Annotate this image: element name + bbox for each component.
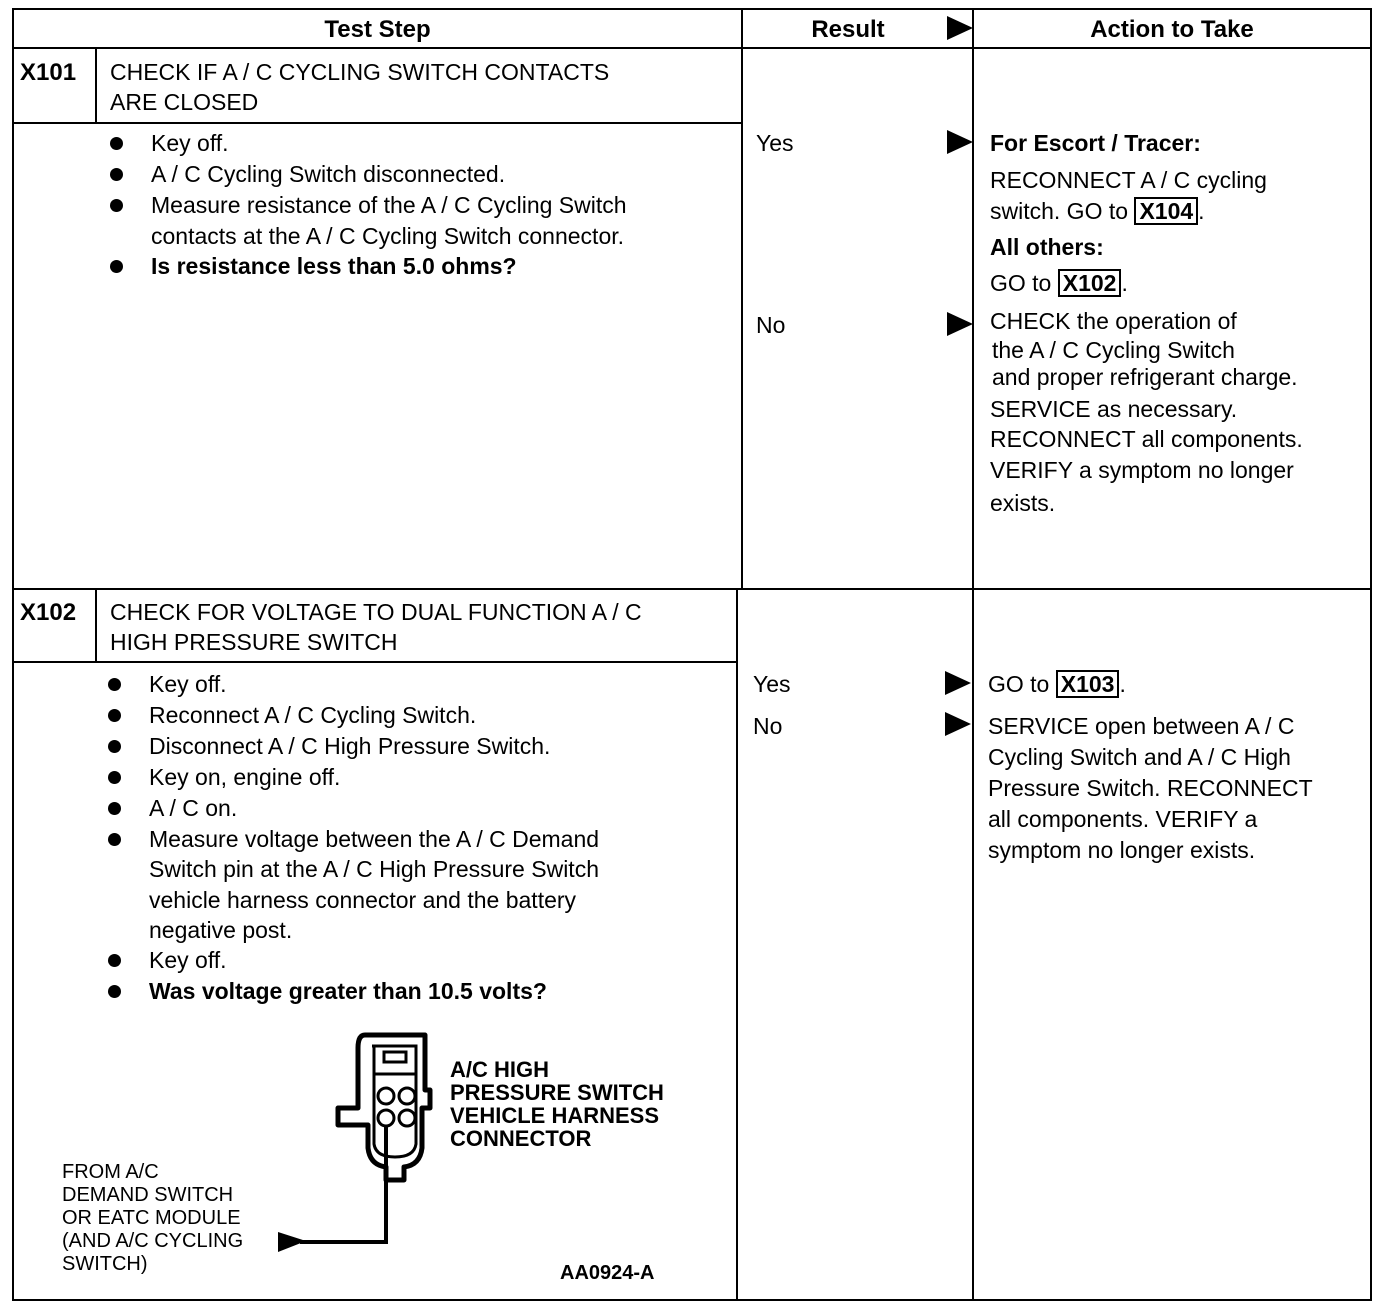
result-no: No bbox=[756, 312, 786, 338]
action-line: symptom no longer exists. bbox=[988, 837, 1256, 863]
action-text: GO to bbox=[988, 671, 1050, 697]
from-label-line: (AND A/C CYCLING bbox=[62, 1230, 244, 1252]
bullet-dot-icon bbox=[108, 833, 121, 846]
action-heading: For Escort / Tracer: bbox=[990, 130, 1201, 156]
action-line: SERVICE open between A / C bbox=[988, 713, 1295, 739]
arrow-right-icon bbox=[947, 130, 973, 154]
action-line: SERVICE as necessary. bbox=[990, 396, 1238, 422]
bullet-dot-icon bbox=[110, 199, 123, 212]
from-label-line: DEMAND SWITCH bbox=[62, 1184, 234, 1206]
step-question: Was voltage greater than 10.5 volts? bbox=[149, 978, 547, 1004]
action-line: GO to X103 . bbox=[988, 671, 1126, 697]
bullet-dot-icon bbox=[108, 709, 121, 722]
connector-label-line: CONNECTOR bbox=[450, 1126, 592, 1151]
step-bullet: A / C on. bbox=[149, 795, 238, 821]
step-title-line: HIGH PRESSURE SWITCH bbox=[110, 629, 398, 655]
step-bullet: Key off. bbox=[149, 947, 227, 973]
step-bullet: Key on, engine off. bbox=[149, 764, 341, 790]
step-bullet: Disconnect A / C High Pressure Switch. bbox=[149, 733, 551, 759]
step-bullet: Reconnect A / C Cycling Switch. bbox=[149, 702, 477, 728]
arrow-right-icon bbox=[945, 671, 971, 695]
connector-label-line: PRESSURE SWITCH bbox=[450, 1080, 664, 1105]
step-question: Is resistance less than 5.0 ohms? bbox=[151, 253, 517, 279]
step-bullet: Measure voltage between the A / C Demand bbox=[149, 826, 600, 852]
step-bullet-cont: negative post. bbox=[149, 917, 293, 943]
step-id: X101 bbox=[20, 59, 77, 86]
step-bullet-cont: vehicle harness connector and the battery bbox=[149, 887, 577, 913]
connector-label-line: VEHICLE HARNESS bbox=[450, 1103, 660, 1128]
step-bullet-cont: Switch pin at the A / C High Pressure Switch bbox=[149, 856, 599, 882]
step-bullet: Key off. bbox=[151, 130, 229, 156]
action-line: the A / C Cycling Switch bbox=[992, 337, 1235, 363]
bullet-dot-icon bbox=[108, 678, 121, 691]
step-bullet: Measure resistance of the A / C Cycling Switch bbox=[151, 192, 627, 218]
bullet-dot-icon bbox=[110, 260, 123, 273]
arrow-right-icon bbox=[945, 712, 971, 736]
ref-x103-link[interactable]: X103 bbox=[1056, 670, 1120, 698]
result-yes: Yes bbox=[753, 671, 791, 697]
step-title-line: ARE CLOSED bbox=[110, 89, 259, 115]
action-line: and proper refrigerant charge. bbox=[992, 364, 1298, 390]
step-title-line: CHECK FOR VOLTAGE TO DUAL FUNCTION A / C bbox=[110, 599, 642, 625]
action-text: GO to bbox=[990, 270, 1052, 296]
connector-diagram bbox=[270, 1030, 450, 1260]
action-line: RECONNECT A / C cycling bbox=[990, 167, 1267, 193]
action-text: switch. GO to bbox=[990, 198, 1129, 224]
header-action: Action to Take bbox=[1090, 16, 1254, 43]
bullet-dot-icon bbox=[108, 771, 121, 784]
ref-x102-link[interactable]: X102 bbox=[1058, 269, 1122, 297]
step-bullet: Key off. bbox=[149, 671, 227, 697]
action-line: CHECK the operation of bbox=[990, 308, 1237, 334]
bullet-dot-icon bbox=[108, 740, 121, 753]
action-line: VERIFY a symptom no longer bbox=[990, 457, 1294, 483]
step-title-line: CHECK IF A / C CYCLING SWITCH CONTACTS bbox=[110, 59, 610, 85]
from-label-line: SWITCH) bbox=[62, 1253, 148, 1275]
action-line: all components. VERIFY a bbox=[988, 806, 1258, 832]
from-label-line: FROM A/C bbox=[62, 1161, 159, 1183]
action-heading: All others: bbox=[990, 234, 1104, 260]
ref-x104-link[interactable]: X104 bbox=[1134, 197, 1198, 225]
figure-code: AA0924-A bbox=[560, 1262, 655, 1284]
from-label-line: OR EATC MODULE bbox=[62, 1207, 241, 1229]
bullet-dot-icon bbox=[110, 137, 123, 150]
bullet-dot-icon bbox=[108, 954, 121, 967]
action-line: exists. bbox=[990, 490, 1056, 516]
bullet-dot-icon bbox=[108, 802, 121, 815]
step-id: X102 bbox=[20, 599, 77, 626]
action-line: RECONNECT all components. bbox=[990, 426, 1303, 452]
arrow-right-icon bbox=[947, 312, 973, 336]
action-line: GO to X102 . bbox=[990, 270, 1128, 296]
step-bullet-cont: contacts at the A / C Cycling Switch connector. bbox=[151, 223, 625, 249]
step-bullet: A / C Cycling Switch disconnected. bbox=[151, 161, 506, 187]
action-line: Cycling Switch and A / C High bbox=[988, 744, 1291, 770]
header-arrow-icon bbox=[947, 16, 973, 40]
action-line: Pressure Switch. RECONNECT bbox=[988, 775, 1313, 801]
action-line: switch. GO to X104 . bbox=[990, 198, 1205, 224]
header-test-step: Test Step bbox=[324, 16, 431, 43]
result-yes: Yes bbox=[756, 130, 794, 156]
header-result: Result bbox=[811, 16, 885, 43]
connector-label-line: A/C HIGH bbox=[450, 1057, 549, 1082]
result-no: No bbox=[753, 713, 783, 739]
bullet-dot-icon bbox=[108, 985, 121, 998]
bullet-dot-icon bbox=[110, 168, 123, 181]
